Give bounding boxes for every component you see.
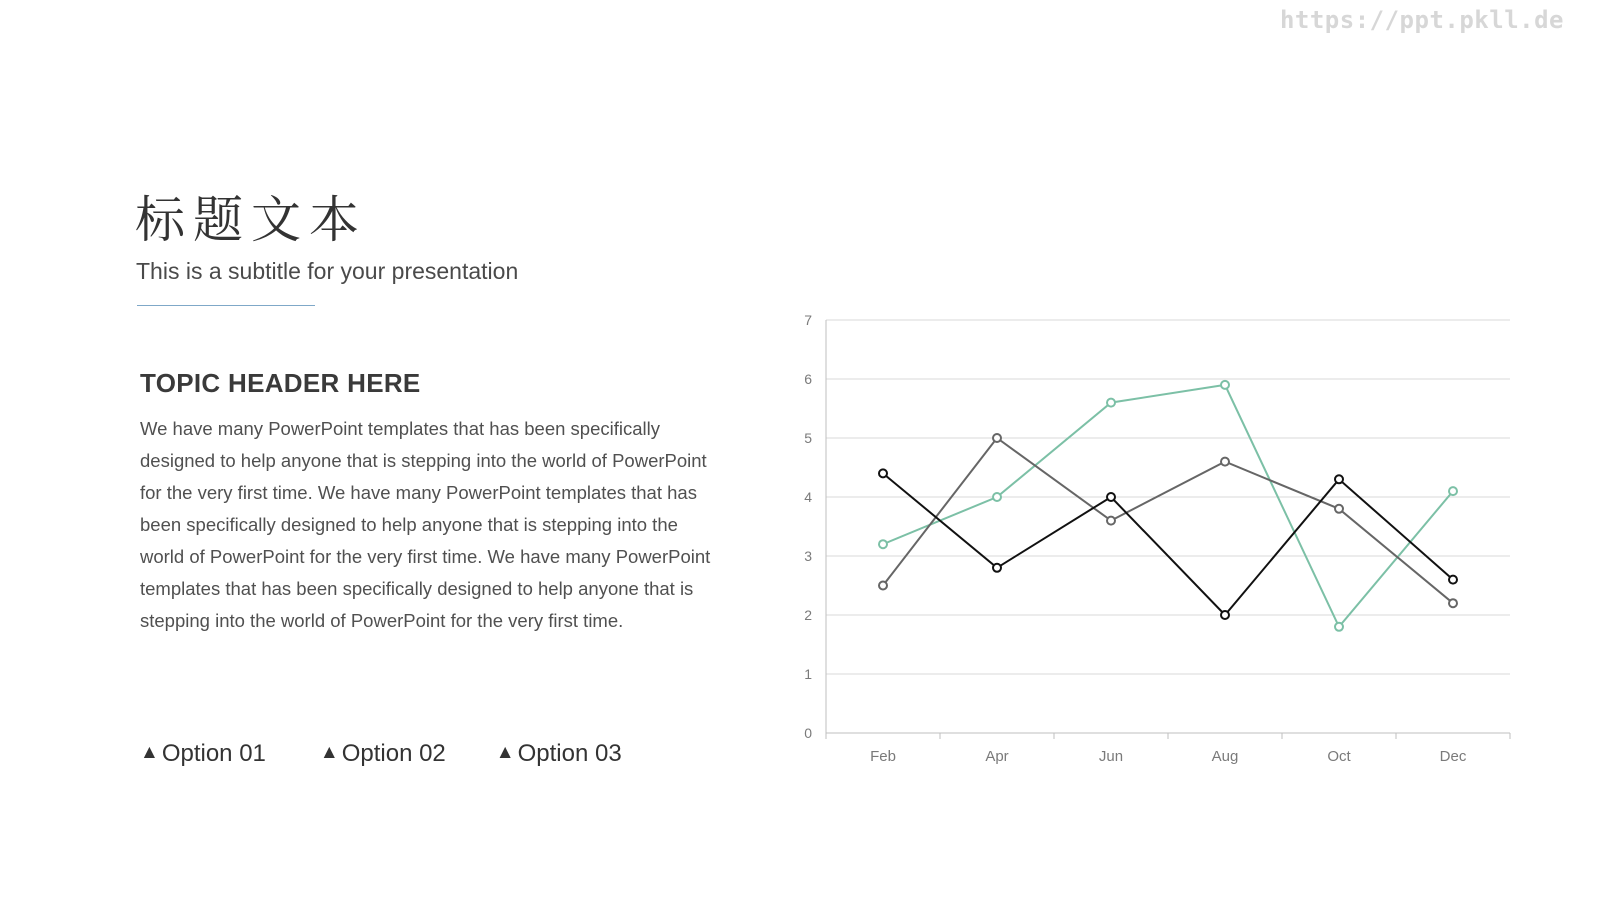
x-tick-label: Jun xyxy=(1098,748,1124,765)
y-tick-label: 6 xyxy=(804,371,812,387)
data-point xyxy=(879,582,887,590)
topic-header: TOPIC HEADER HERE xyxy=(140,368,421,398)
watermark-url: https://ppt.pkll.de xyxy=(1279,6,1564,34)
triangle-up-icon: ▲ xyxy=(140,742,159,763)
data-point xyxy=(993,434,1001,442)
option-item-02 xyxy=(320,740,446,768)
x-tick-label: Aug xyxy=(1211,748,1239,765)
y-tick-label: 5 xyxy=(804,430,812,446)
data-point xyxy=(993,564,1001,572)
y-tick-label: 7 xyxy=(804,312,812,328)
slide-title: 标题文本 xyxy=(135,191,367,249)
options-row xyxy=(140,740,676,768)
option-item-03 xyxy=(496,740,622,768)
data-point xyxy=(993,493,1001,501)
option-label: Option 01 xyxy=(161,740,266,767)
data-point xyxy=(879,540,887,548)
x-tick-label: Apr xyxy=(985,748,1009,765)
data-point xyxy=(1221,458,1229,466)
option-label: Option 02 xyxy=(341,740,446,767)
x-tick-label: Feb xyxy=(870,748,896,765)
data-point xyxy=(1449,576,1457,584)
data-point xyxy=(879,469,887,477)
data-point xyxy=(1221,611,1229,619)
data-point xyxy=(1107,399,1115,407)
triangle-up-icon: ▲ xyxy=(495,742,515,763)
title-divider xyxy=(137,305,315,306)
line-chart xyxy=(770,300,1520,770)
x-tick-label: Dec xyxy=(1439,748,1467,765)
data-point xyxy=(1107,517,1115,525)
y-tick-label: 4 xyxy=(804,489,812,505)
option-item-01 xyxy=(140,740,266,768)
data-point xyxy=(1449,599,1457,607)
data-point xyxy=(1335,505,1343,513)
y-tick-label: 0 xyxy=(804,725,812,741)
triangle-up-icon: ▲ xyxy=(319,742,339,763)
y-tick-label: 3 xyxy=(804,548,812,564)
data-point xyxy=(1221,381,1229,389)
data-point xyxy=(1335,475,1343,483)
body-paragraph: We have many PowerPoint templates that has been specifically designed to help anyone that is stepping into the world of PowerPoint for the very first time. We have many PowerPoint templates that has been specifically designed to help anyone that is stepping into the world of PowerPoint for the very first time. We have many PowerPoint templates that has been specifically designed to help anyone that is stepping into the world of PowerPoint for the very first time. xyxy=(140,418,711,631)
option-label: Option 03 xyxy=(517,740,622,767)
y-tick-label: 1 xyxy=(804,666,812,682)
x-tick-label: Oct xyxy=(1327,748,1351,765)
data-point xyxy=(1335,623,1343,631)
y-tick-label: 2 xyxy=(804,607,812,623)
data-point xyxy=(1107,493,1115,501)
data-point xyxy=(1449,487,1457,495)
slide-subtitle: This is a subtitle for your presentation xyxy=(136,258,519,284)
series-line-2 xyxy=(883,438,1453,603)
series-line-1 xyxy=(883,385,1453,627)
